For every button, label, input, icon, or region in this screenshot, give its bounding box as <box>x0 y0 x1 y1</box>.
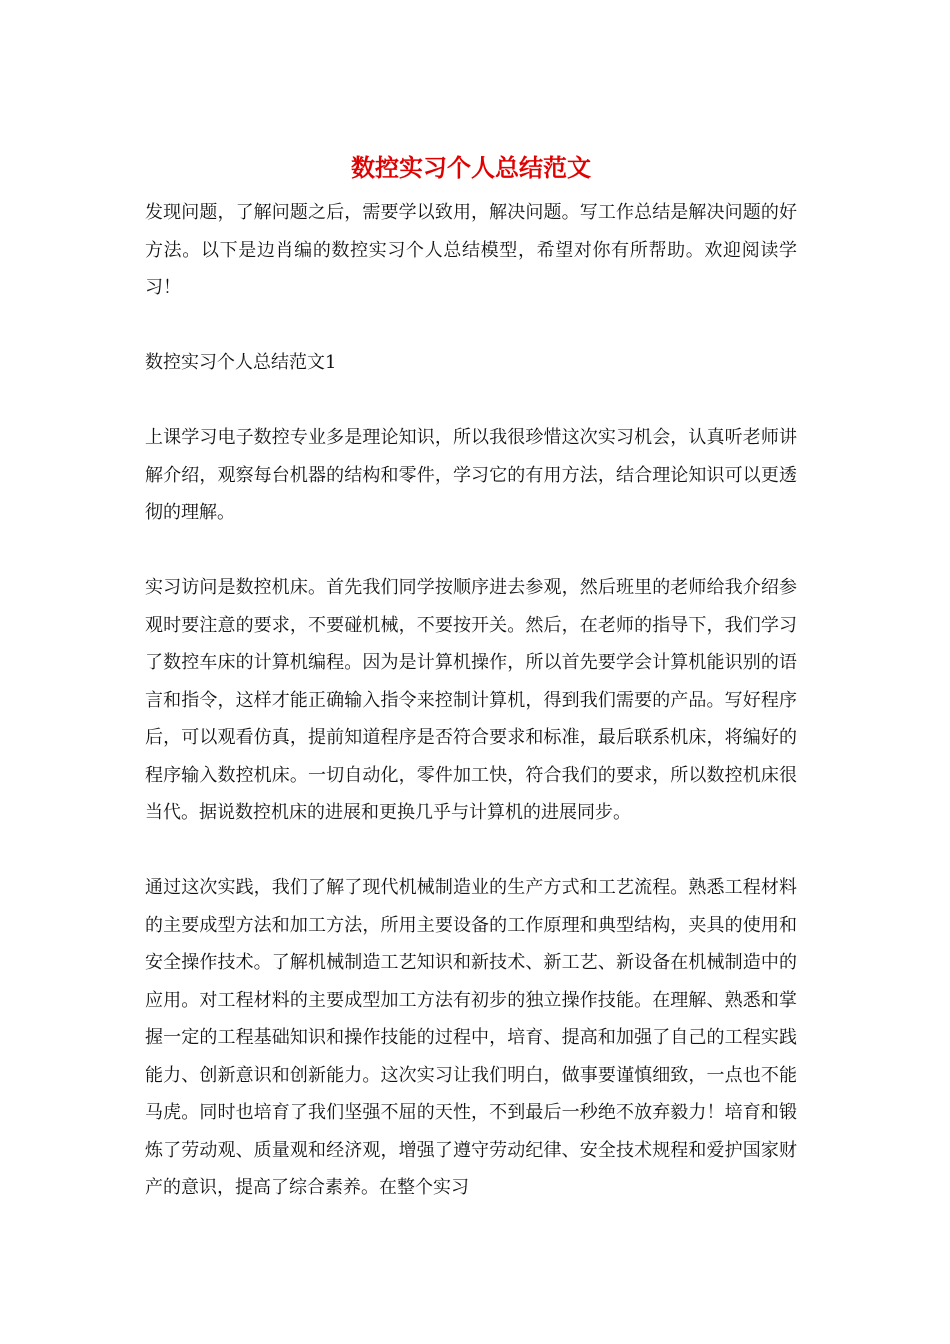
section-heading: 数控实习个人总结范文1 <box>145 352 337 373</box>
document-title: 数控实习个人总结范文 <box>351 153 591 182</box>
body-paragraph: 上课学习电子数控专业多是理论知识，所以我很珍惜这次实习机会，认真听老师讲解介绍，观察每台机器的结构和零件，学习它的有用方法，结合理论知识可以更透彻的理解。 <box>145 427 797 523</box>
body-paragraph: 通过这次实践，我们了解了现代机械制造业的生产方式和工艺流程。熟悉工程材料的主要成型方法和加工方法，所用主要设备的工作原理和典型结构，夹具的使用和安全操作技术。了解机械制造工艺知识和新技术、新工艺、新设备在机械制造中的应用。对工程材料的主要成型加工方法有初步的独立操作技能。在理解、熟悉和掌握一定的工程基础知识和操作技能的过程中，培育、提高和加强了自己的工程实践能力、创新意识和创新能力。这次实习让我们明白，做事要谨慎细致，一点也不能马虎。同时也培育了我们坚强不屈的天性，不到最后一秒绝不放弃毅力！培育和锻炼了劳动观、质量观和经济观，增强了遵守劳动纪律、安全技术规程和爱护国家财产的意识，提高了综合素养。在整个实习 <box>145 877 797 1198</box>
intro-paragraph: 发现问题，了解问题之后，需要学以致用，解决问题。写工作总结是解决问题的好方法。以下是边肖编的数控实习个人总结模型，希望对你有所帮助。欢迎阅读学习！ <box>145 202 797 298</box>
document-body <box>145 150 797 1207</box>
body-paragraph: 实习访问是数控机床。首先我们同学按顺序进去参观，然后班里的老师给我介绍参观时要注意的要求，不要碰机械，不要按开关。然后，在老师的指导下，我们学习了数控车床的计算机编程。因为是计算机操作，所以首先要学会计算机能识别的语言和指令，这样才能正确输入指令来控制计算机，得到我们需要的产品。写好程序后，可以观看仿真，提前知道程序是否符合要求和标准，最后联系机床，将编好的程序输入数控机床。一切自动化，零件加工快，符合我们的要求，所以数控机床很当代。据说数控机床的进展和更换几乎与计算机的进展同步。 <box>145 577 797 823</box>
